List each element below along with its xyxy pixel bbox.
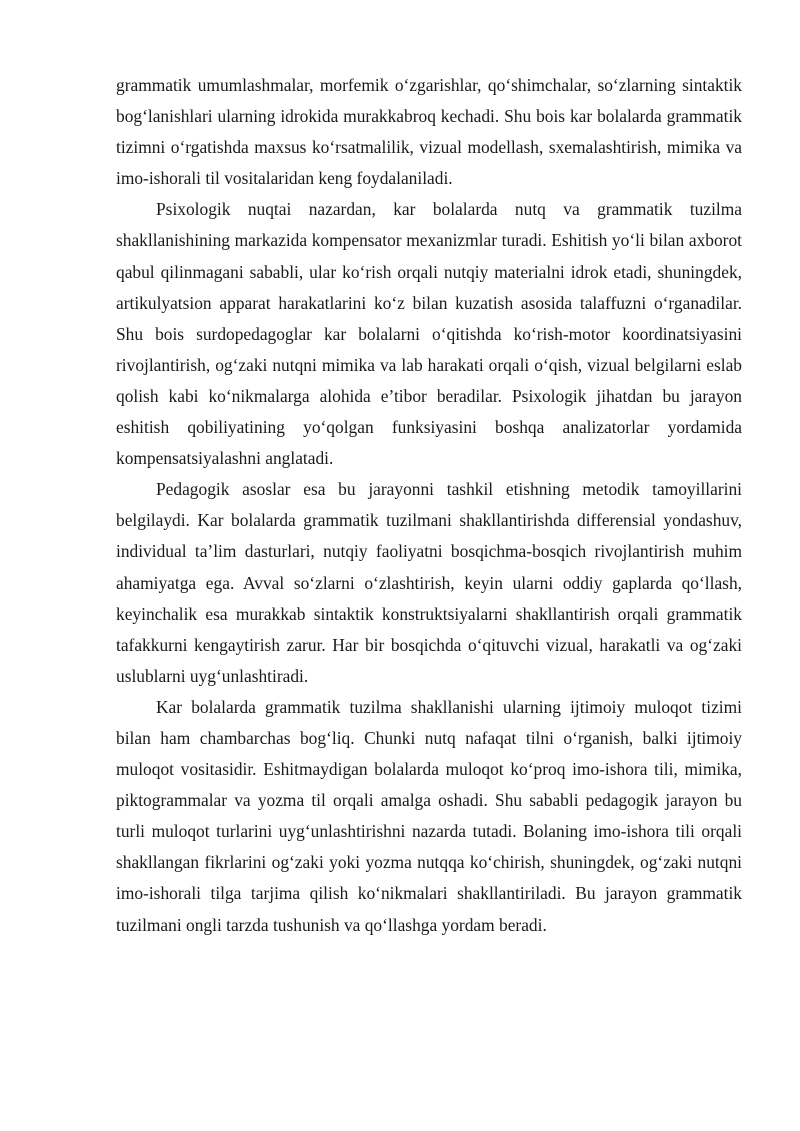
- paragraph-pedagogical: Pedagogik asoslar esa bu jarayonni tashkil etishning metodik tamoyillarini belgilaydi. Kar bolalarda grammatik tuzilmani shakllantirishda differensial yondashuv, individual ta’lim dasturlari, nutqiy faoliyatni bosqichma-bosqich rivojlantirish muhim ahamiyatga ega. Avval so‘zlarni o‘zlashtirish, keyin ularni oddiy gaplarda qo‘llash, keyinchalik esa murakkab sintaktik konstruktsiyalarni shakllantirish orqali grammatik tafakkurni kengaytirish zarur. Har bir bosqichda o‘qituvchi vizual, harakatli va og‘zaki uslublarni uyg‘unlashtiradi.: [116, 479, 742, 686]
- paragraph-social-communication: Kar bolalarda grammatik tuzilma shakllanishi ularning ijtimoiy muloqot tizimi bilan ham chambarchas bog‘liq. Chunki nutq nafaqat tilni o‘rganish, balki ijtimoiy muloqot vositasidir. Eshitmaydigan bolalarda muloqot ko‘proq imo-ishora tili, mimika, piktogrammalar va yozma til orqali amalga oshadi. Shu sababli pedagogik jarayon bu turli muloqot turlarini uyg‘unlashtirishni nazarda tutadi. Bolaning imo-ishora tili orqali shakllangan fikrlarini og‘zaki yoki yozma nutqqa ko‘chirish, shuningdek, og‘zaki nutqni imo-ishorali tilga tarjima qilish ko‘nikmalari shakllantiriladi. Bu jarayon grammatik tuzilmani ongli tarzda tushunish va qo‘llashga yordam beradi.: [116, 696, 742, 935]
- paragraph-continuation: grammatik umumlashmalar, morfemik o‘zgarishlar, qo‘shimchalar, so‘zlarning sintaktik bog‘lanishlari ularning idrokida murakkabroq kechadi. Shu bois kar bolalarda grammatik tizimni o‘rgatishda maxsus ko‘rsatmalilik, vizual modellash, sxemalashtirish, mimika va imo-ishorali til vositalaridan keng foydalaniladi.: [116, 75, 742, 189]
- body-text: [116, 70, 742, 941]
- paragraph-psychological: Psixologik nuqtai nazardan, kar bolalarda nutq va grammatik tuzilma shakllanishining markazida kompensator mexanizmlar turadi. Eshitish yo‘li bilan axborot qabul qilinmagani sababli, ular ko‘rish orqali nutqiy materialni idrok etadi, shuningdek, artikulyatsion apparat harakatlarini ko‘z bilan kuzatish asosida talaffuzni o‘rganadilar. Shu bois surdopedagoglar kar bolalarni o‘qitishda ko‘rish-motor koordinatsiyasini rivojlantirish, og‘zaki nutqni mimika va lab harakati orqali o‘qish, vizual belgilarni eslab qolish kabi ko‘nikmalarga alohida e’tibor beradilar. Psixologik jihatdan bu jarayon eshitish qobiliyatining yo‘qolgan funksiyasini boshqa analizatorlar yordamida kompensatsiyalashni anglatadi.: [116, 199, 742, 469]
